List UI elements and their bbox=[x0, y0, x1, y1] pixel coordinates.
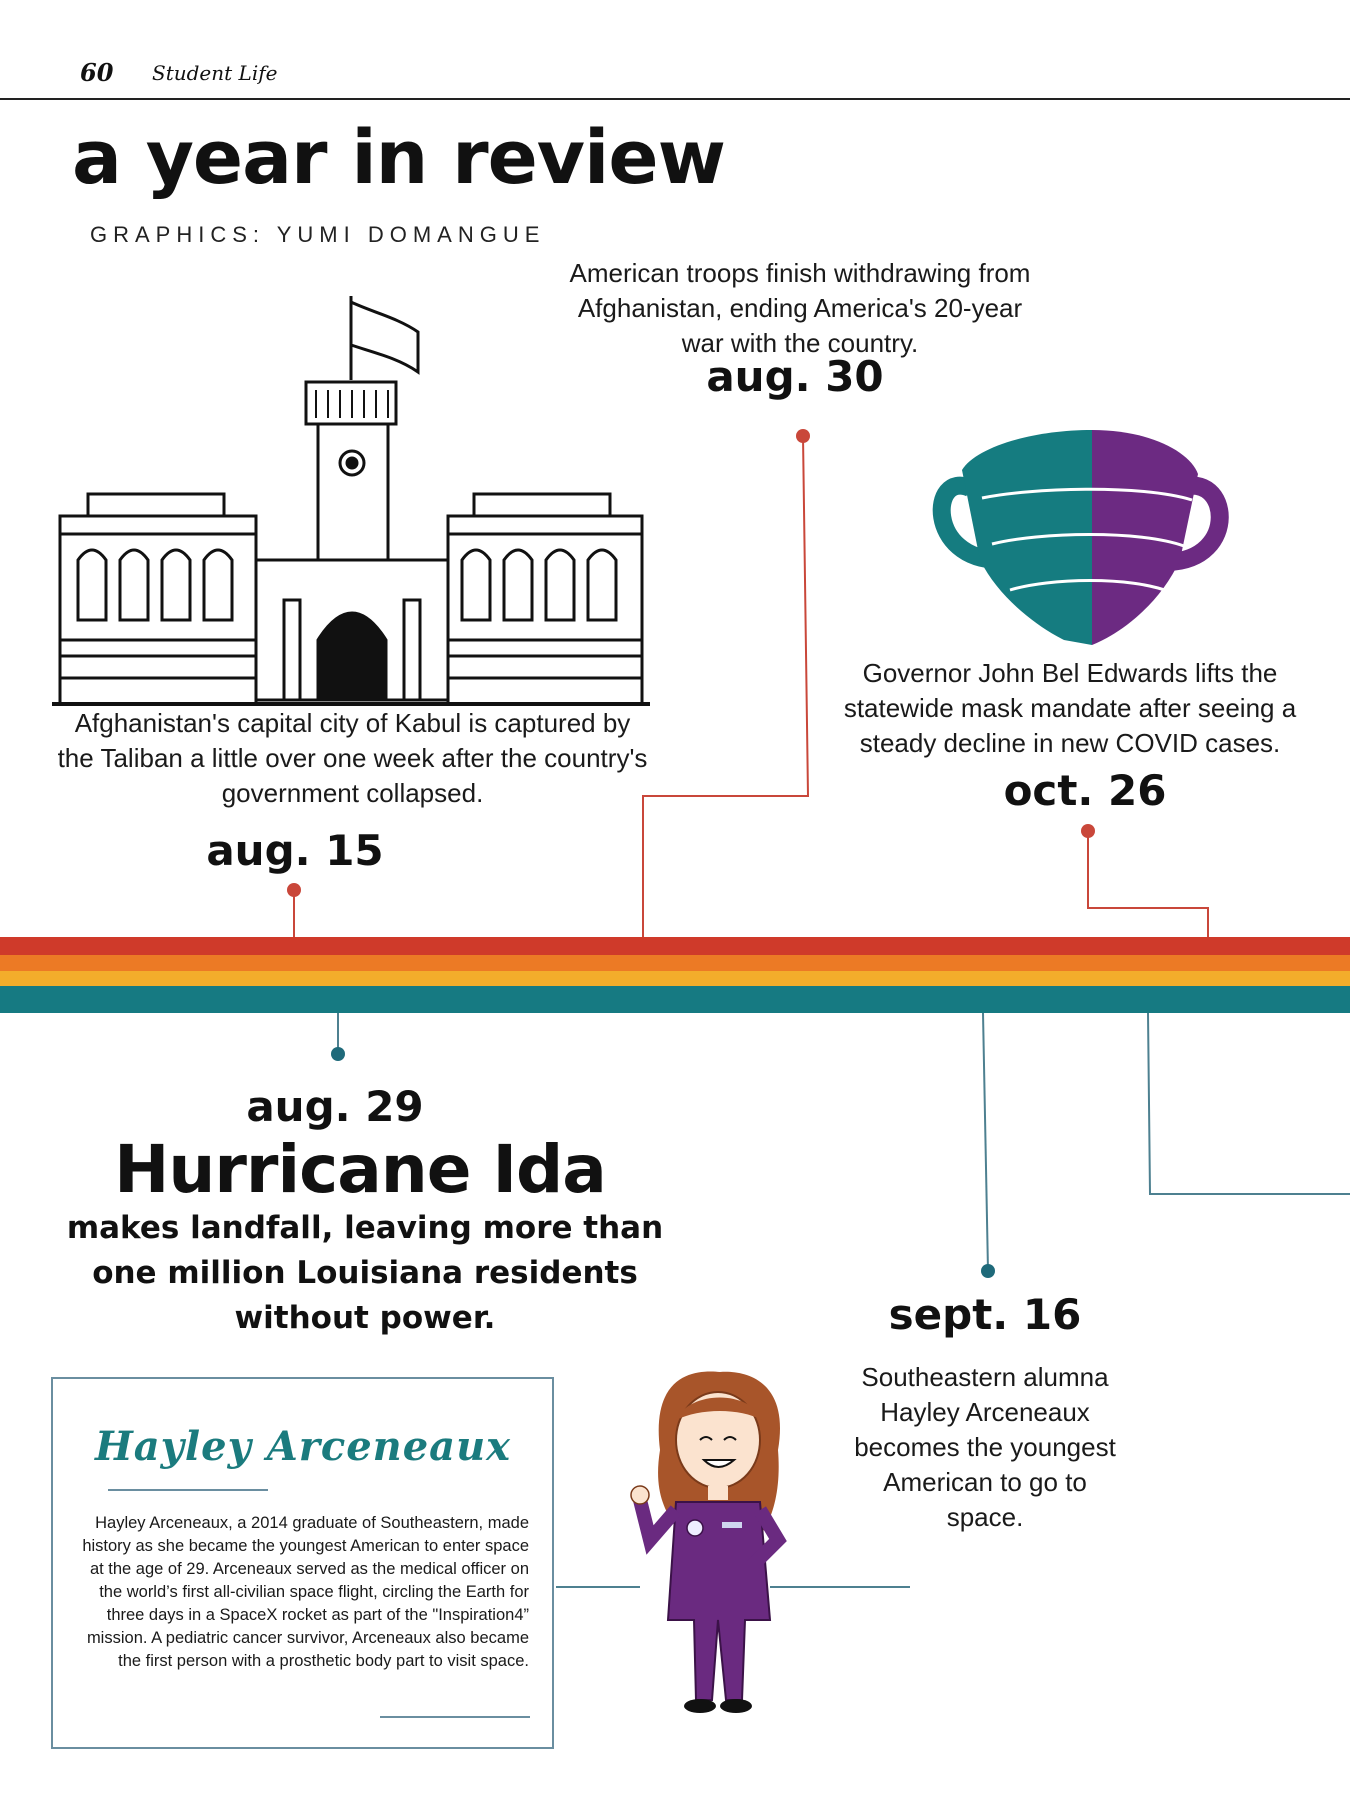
face-mask-illustration bbox=[942, 430, 1220, 645]
connector-aug29 bbox=[331, 1013, 345, 1061]
sidebar-rule-bottom bbox=[380, 1716, 530, 1718]
sidebar-body: Hayley Arceneaux, a 2014 graduate of Southeastern, made history as she became the youngest American to enter space at the age of 29. Arceneaux served as the medical officer on the world’s first all-civilian space flight, circling the Earth for three days in a SpaceX rocket as part of the "Inspiration4” mission. A pediatric cancer survivor, Arceneaux also became the first person with a prosthetic body part to visit space. bbox=[82, 1514, 529, 1670]
rainbow-stripe bbox=[0, 937, 1350, 1013]
connector-offpage bbox=[1148, 1013, 1350, 1194]
page-number: 60 bbox=[80, 58, 114, 87]
event-oct26-description: Governor John Bel Edwards lifts the statewide mask mandate after seeing a steady decline in new COVID cases. bbox=[843, 658, 1297, 758]
stripe-orange bbox=[0, 955, 1350, 971]
event-aug30-description: American troops finish withdrawing from Afghanistan, ending America's 20-year war with the country. bbox=[569, 258, 1031, 358]
connector-aug15 bbox=[287, 883, 301, 937]
connector-oct26 bbox=[1081, 824, 1208, 937]
stripe-red bbox=[0, 937, 1350, 955]
event-aug15-date: aug. 15 bbox=[206, 826, 384, 875]
graphics-credit: GRAPHICS: YUMI DOMANGUE bbox=[90, 222, 546, 247]
event-sept16-description: Southeastern alumna Hayley Arceneaux becomes the youngest American to go to space. bbox=[854, 1362, 1116, 1532]
dot-aug15 bbox=[287, 883, 301, 897]
event-sept16-date: sept. 16 bbox=[888, 1290, 1082, 1339]
section-name: Student Life bbox=[152, 61, 278, 85]
sidebar-box bbox=[51, 1377, 554, 1749]
dot-oct26 bbox=[1081, 824, 1095, 838]
connector-aug30 bbox=[643, 429, 810, 937]
astronaut-hayley-illustration bbox=[631, 1371, 780, 1713]
connector-sept16 bbox=[981, 1013, 995, 1278]
event-aug29-description: makes landfall, leaving more than one million Louisiana residents without power. bbox=[66, 1210, 664, 1336]
sidebar-title: Hayley Arceneaux bbox=[94, 1423, 512, 1470]
dot-aug29 bbox=[331, 1047, 345, 1061]
event-aug29-headline: Hurricane Ida bbox=[114, 1131, 606, 1208]
event-aug29-date: aug. 29 bbox=[246, 1082, 424, 1131]
page-title: a year in review bbox=[72, 115, 725, 201]
event-aug15-description: Afghanistan's capital city of Kabul is captured by the Taliban a little over one week after the country's government collapsed. bbox=[57, 708, 648, 808]
dot-aug30 bbox=[796, 429, 810, 443]
stripe-yellow bbox=[0, 971, 1350, 986]
dot-sept16 bbox=[981, 1264, 995, 1278]
sidebar-rule-top bbox=[108, 1489, 268, 1491]
stripe-teal bbox=[0, 986, 1350, 1013]
event-oct26-date: oct. 26 bbox=[1003, 766, 1167, 815]
event-aug30-date: aug. 30 bbox=[706, 352, 884, 401]
